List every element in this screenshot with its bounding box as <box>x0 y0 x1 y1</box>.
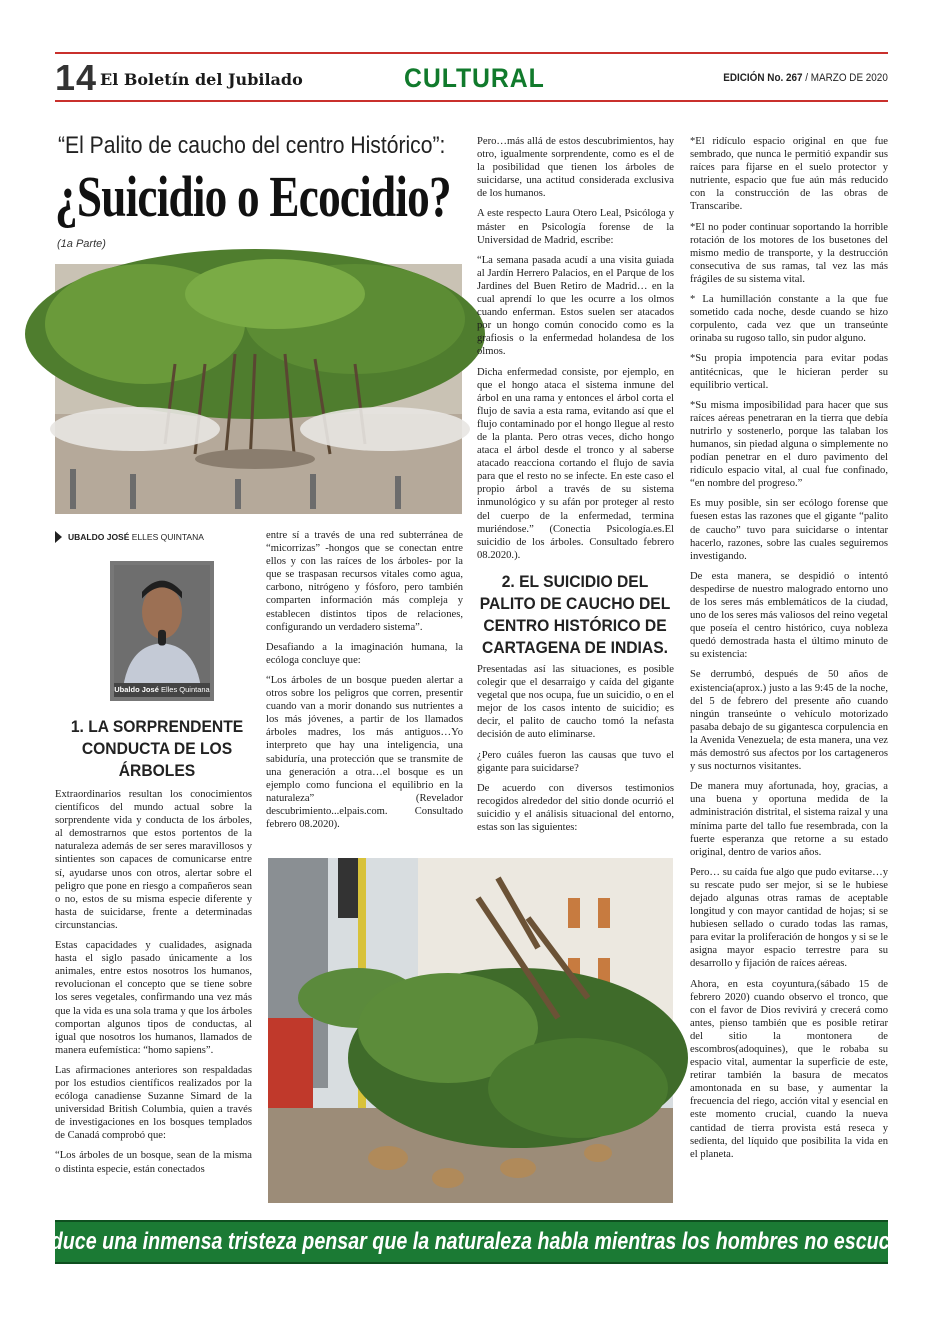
paragraph: *Su misma imposibilidad para hacer que sus raíces aéreas penetraran en la tierra que debía nutrirlo y sostenerlo, porque las talaban los humanos, sin piedad alguna o simplemente no podían penetrar en el duro pavimento del ridículo espacio vital, al cual fue confinado, “en nombre del progreso.” <box>690 399 888 490</box>
banner-quote: "Produce una inmensa tristeza pensar que la naturaleza habla mientras los hombres no escuchan” <box>8 1228 935 1255</box>
paragraph: A este respecto Laura Otero Leal, Psicóloga y máster en Psicología forense de la Universidad de Madrid, escribe: <box>477 208 674 246</box>
column-2 <box>266 529 463 838</box>
paragraph: De manera muy afortunada, hoy, gracias, a una buena y oportuna medida de la administración distrital, el sistema raizal y una mínima parte del tallo fue resembrada, con la fuerte esperanza que retorne a su estado original, dentro de varios años. <box>690 781 888 858</box>
paragraph: entre sí a través de una red subterránea de “micorrizas” -hongos que se conectan entre ellos y con las raíces de los árboles- por la que se traspasan recursos vitales como agua, carbono, nitrógeno y fósforo, pero también comparten información más compleja y establecen distintos tipos de relaciones, configurando un verdadero sistema”. <box>266 530 463 633</box>
author-caption: Ubaldo José Elles Quintana <box>114 683 210 697</box>
edition-number: No. 267 <box>767 72 803 84</box>
column-3 <box>477 135 674 569</box>
header-top-rule <box>55 52 888 54</box>
paragraph: Se derrumbó, después de 50 años de existencia(aprox.) justo a las 9:45 de la noche, del 5 de febrero del presente año cuando ningún transeúnte o vehículo motorizado pasaba debajo de su gigantesca corpulencia en la Avenida Venezuela; de esta manera, una vez más demostró sus afectos por los cartageneros y sus nocturnos visitantes. <box>690 669 888 773</box>
edition-date: MARZO DE 2020 <box>810 72 888 84</box>
edition-label: EDICIÓN <box>723 72 765 84</box>
paragraph: “Los árboles de un bosque, sean de la misma o distinta especie, están conectados <box>55 1150 252 1175</box>
article-part: (1a Parte) <box>57 238 106 250</box>
paragraph: Estas capacidades y cualidades, asignada hasta el siglo pasado únicamente a los animales, entre estos nosotros los humanos, revolucionan el concepto que se tiene sobre los seres vegetales, confirmando una vez más que la vida es una sola trama y que los árboles comportan algunos tipos de conductas, al igual que nosotros los humanos, llamados de manera eufemística: “homo sapiens”. <box>55 940 252 1056</box>
paragraph: Pero… su caída fue algo que pudo evitarse…y su rescate pudo ser mejor, si se le hubiese dejado algunas otras ramas de aceptable longitud y con mayor cantidad de hojas; si se hubiesen sellado o curado todas las ramas, para evitar la proliferación de hongos y si se le asigna mayor espacio terrestre para su desarrollo y fijación de raíces aéreas. <box>690 866 888 970</box>
byline-author: UBALDO JOSÉ ELLES QUINTANA <box>68 532 204 542</box>
paragraph: De acuerdo con diversos testimonios recogidos alrededor del sitio donde ocurrió el suicidio y el análisis situacional del entorno, estas son las siguientes: <box>477 782 674 834</box>
column-1 <box>55 788 252 1183</box>
paragraph: *El no poder continuar soportando la horrible rotación de los motores de los busetones del mismo medio de transporte, y la destrucción consecutiva de sus ramas, tal vez las más frágiles de su sistema vital. <box>690 221 888 285</box>
header-bottom-rule <box>55 100 888 102</box>
paragraph: Las afirmaciones anteriores son respaldadas por los estudios científicos realizados por la ecóloga canadiense Suzanne Simard de la universidad British Columbia, quien a través de investigaciones en los bosques templados de Canadá comprobó que: <box>55 1064 252 1142</box>
column-4 <box>690 135 888 1168</box>
article-kicker: “El Palito de caucho del centro Histórico”: <box>58 132 446 159</box>
article-headline: ¿Suicidio o Ecocidio? <box>55 164 451 229</box>
column-3-continued <box>477 663 674 841</box>
quote-banner <box>8 1220 935 1264</box>
fallen-tree-photo <box>268 858 673 1203</box>
edition-separator: / <box>805 72 809 84</box>
paragraph: Desafiando a la imaginación humana, la ecóloga concluye que: <box>266 641 463 666</box>
paragraph: Pero…más allá de estos descubrimientos, hay otro, igualmente sorprendente, como es el de la posibilidad que tienen los árboles de suicidarse, una actitud considerada exclusiva de los humanos. <box>477 136 674 200</box>
tree-photo <box>55 264 462 514</box>
paragraph: Es muy posible, sin ser ecólogo forense que fuesen estas las razones que el gigante “palito de caucho” tuvo para suicidarse o intentar hacerlo, razones, sobre las cuales seguiremos investigando. <box>690 498 888 562</box>
subhead-section-2: 2. EL SUICIDIO DEL PALITO DE CAUCHO DEL CENTRO HISTÓRICO DE CARTAGENA DE INDIAS. <box>479 572 671 657</box>
section-title: CULTURAL <box>404 63 545 93</box>
author-photo <box>110 561 214 701</box>
publication-name: El Boletín del Jubilado <box>100 70 303 89</box>
paragraph: De esta manera, se despidió o intentó despedirse de nuestro malogrado entorno uno de los seres más emblemáticos de la ciudad, uno de los seres más valiosos del reino vegetal que poseía el centro histórico, cuya nobleza quedó demostrada hasta el último minuto de su existencia: <box>690 570 888 661</box>
edition-info <box>723 72 888 84</box>
paragraph: Ahora, en esta coyuntura,(sábado 15 de febrero 2020) cuando observo el tronco, que con el favor de Dios revivirá y crecerá como antes, pienso también que es posible retirar del sitio la montonera de escombros(adoquines), que le robaba su espacio vital, aumentar la superficie de este, retirar también la basura de mecatos amontonada en su base, y aumentar la frecuencia del riego, acción vital y esencial en este momento crucial, cuando la nueva cantidad de tierra provista está reseca y sedienta, del líquido que posibilita la vida en el planeta. <box>690 978 888 1160</box>
paragraph: “Los árboles de un bosque pueden alertar a otros sobre los peligros que corren, presentir cuando van a morir donando sus nutrientes a los más jóvenes, a partir de los llamados árboles madres, los más antiguos…Yo interpreto que hay una inteligencia, una sabiduría, una protección que se transmite de una generación a otra…el bosque es un ejemplo como funciona el equilibrio en la naturaleza” (Revelador descubrimiento...elpais.com. Consultado febrero 08.2020). <box>266 674 463 830</box>
byline <box>55 531 204 543</box>
paragraph: ¿Pero cuáles fueron las causas que tuvo el gigante para suicidarse? <box>477 749 674 774</box>
paragraph: “La semana pasada acudí a una visita guiada al Jardín Herrero Palacios, en el Parque de los Jardines del Buen Retiro de Madrid… en la cual aprendí lo que les ocurre a los olmos cuando enferman. Estos suelen ser atacados por un hongo común conocido como es la grafiosis o la enfermedad holandesa de los olmos. <box>477 254 674 358</box>
paragraph: * La humillación constante a la que fue sometido cada noche, desde cuando se hizo corpulento, cada vez que un transeúnte orinaba su rugoso tallo, sin pudor alguno. <box>690 294 888 345</box>
subhead-section-1: 1. LA SORPRENDENTE CONDUCTA DE LOS ÁRBOLES <box>70 717 244 780</box>
paragraph: Presentadas así las situaciones, es posible colegir que el desarraigo y caída del gigante vegetal que nos ocupa, fue un suicidio, o en el mejor de los casos intento de suicidio; es decir, el palito de caucho tomó la nefasta decisión de auto eliminarse. <box>477 664 674 741</box>
byline-arrow-icon <box>55 531 62 543</box>
paragraph: Dicha enfermedad consiste, por ejemplo, en que el hongo ataca el sistema inmune del árbol en una rama y entonces el árbol corta el flujo de savia a esta rama, evitando así que el flujo contaminado por el hongo llegue al resto de la planta. Pero otras veces, dicho hongo ataca el árbol desde el tronco y al saberse atacado reacciona cortando el flujo de savia para que el resto no se infecte. En este caso el propio árbol a través de su sistema inmunológico y su afán por proteger al resto del cuerpo de la enfermedad, termina muriéndose.” (Conectia Psicología.es.El suicidio de los árboles. Consultado febrero 08.2020.). <box>477 366 674 561</box>
paragraph: Extraordinarios resultan los conocimientos científicos del mundo actual sobre la sorprendente vida y conducta de los árboles, al demostrarnos que estos portentos de la naturaleza además de ser seres maravillosos y sintientes son capaces de comunicarse entre sí, ayudarse unos con otros, alertar sobre el peligro que pone en riesgo a compañeros sean o no, estos de su misma especie diferente y hasta de suicidarse, frente a determinadas circunstancias. <box>55 789 252 931</box>
paragraph: *Su propia impotencia para evitar podas antitécnicas, que le hicieran perder su equilibrio vertical. <box>690 353 888 391</box>
paragraph: *El ridículo espacio original en que fue sembrado, que nunca le permitió expandir sus raíces para fijarse en el suelo protector y nutriente, espacio que fue aún más reducido con la construcción de las obras de Transcaribe. <box>690 136 888 213</box>
page-number: 14 <box>55 57 98 98</box>
